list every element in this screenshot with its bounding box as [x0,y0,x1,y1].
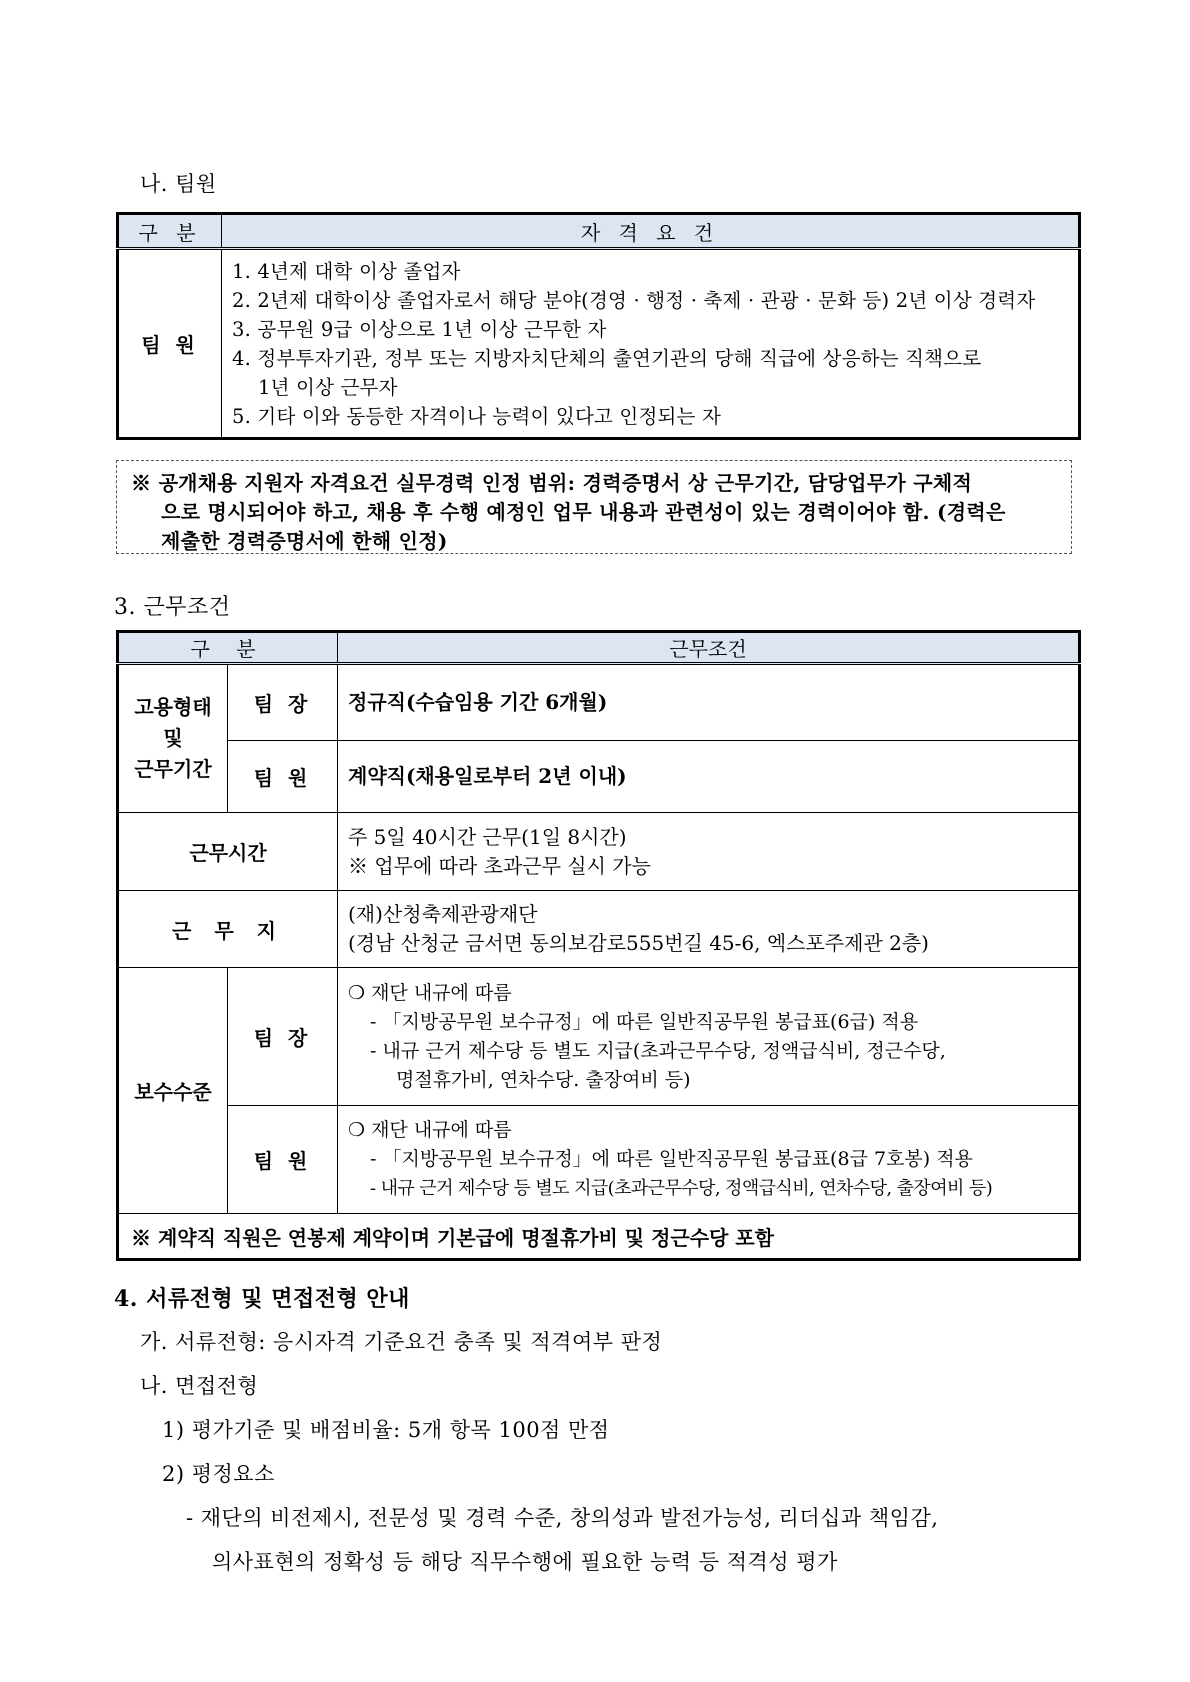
section4-line: 나. 면접전형 [140,1374,259,1398]
hours-line: 주 5일 40시간 근무(1일 8시간) [348,824,627,849]
leader-employment: 정규직(수습임용 기간 6개월) [338,664,1080,741]
member-label: 팀 원 [228,741,338,813]
pay-leader-label: 팀 장 [228,968,338,1106]
hours-cell [338,813,1080,891]
table1-header-col2: 자 격 요 건 [222,214,1080,249]
section4-line: 가. 서류전형: 응시자격 기준요건 충족 및 적격여부 판정 [140,1330,663,1354]
list-item: 1. 4년제 대학 이상 졸업자 [232,259,461,283]
hours-line: ※ 업무에 따라 초과근무 실시 가능 [348,853,651,878]
list-item: 1년 이상 근무자 [258,375,398,399]
table2-footer-note: ※ 계약직 직원은 연봉제 계약이며 기본급에 명절휴가비 및 정근수당 포함 [131,1225,774,1250]
pay-line: - 「지방공무원 보수규정」에 따른 일반직공무원 봉급표(8급 7호봉) 적용 [370,1148,973,1170]
employment-label-line: 근무기간 [134,757,212,781]
section-na-title: 나. 팀원 [140,172,217,196]
note-box [116,460,1072,554]
qualification-table [116,212,1081,440]
note-line: 제출한 경력증명서에 한해 인정) [161,529,448,553]
pay-member-label: 팀 원 [228,1106,338,1214]
pay-line: - 「지방공무원 보수규정」에 따른 일반직공무원 봉급표(6급) 적용 [370,1010,919,1033]
list-item: 4. 정부투자기관, 정부 또는 지방자치단체의 출연기관의 당해 직급에 상응하는 직책으로 [232,346,982,370]
section4-line: - 재단의 비전제시, 전문성 및 경력 수준, 창의성과 발전가능성, 리더십과 책임감, [186,1506,939,1530]
list-item: 5. 기타 이와 동등한 자격이나 능력이 있다고 인정되는 자 [232,404,722,428]
place-label: 근 무 지 [118,891,338,968]
pay-line: - 내규 근거 제수당 등 별도 지급(초과근무수당, 정액급식비, 연차수당, 출장여비 등) [370,1178,993,1199]
list-item: 2. 2년제 대학이상 졸업자로서 해당 분야(경영 · 행정 · 축제 · 관광 · 문화 등) 2년 이상 경력자 [232,288,1036,312]
pay-label: 보수수준 [118,968,228,1214]
table2-header-col2: 근무조건 [338,632,1080,664]
table1-header-col1: 구 분 [118,214,222,249]
employment-type-label [118,664,228,813]
note-line: ※ 공개채용 지원자 자격요건 실무경력 인정 범위: 경력증명서 상 근무기간, 담당업무가 구체적 [131,471,973,495]
table1-row-label: 팀 원 [118,249,222,439]
table2-header-col1: 구 분 [118,632,338,664]
pay-line: - 내규 근거 제수당 등 별도 지급(초과근무수당, 정액급식비, 정근수당, [370,1039,946,1062]
section4-line: 1) 평가기준 및 배점비율: 5개 항목 100점 만점 [162,1418,610,1442]
leader-label: 팀 장 [228,664,338,741]
pay-line: 명절휴가비, 연차수당. 출장여비 등) [396,1068,691,1091]
employment-label-line: 고용형태 [134,695,212,719]
employment-label-line: 및 [163,726,183,750]
section4-line: 2) 평정요소 [162,1462,275,1486]
note-line: 으로 명시되어야 하고, 채용 후 수행 예정인 업무 내용과 관련성이 있는 경력이어야 함. (경력은 [161,500,1006,524]
pay-line: ❍ 재단 내규에 따름 [348,1119,512,1141]
pay-leader-cell [338,968,1080,1106]
section3-title: 3. 근무조건 [114,595,231,620]
section4-title: 4. 서류전형 및 면접전형 안내 [114,1286,410,1312]
place-line: (재)산청축제관광재단 [348,902,538,926]
member-employment: 계약직(채용일로부터 2년 이내) [338,741,1080,813]
work-conditions-table [116,630,1081,1261]
table1-items [222,249,1080,439]
pay-member-cell [338,1106,1080,1214]
hours-label: 근무시간 [118,813,338,891]
list-item: 3. 공무원 9급 이상으로 1년 이상 근무한 자 [232,317,607,341]
section4-line: 의사표현의 정확성 등 해당 직무수행에 필요한 능력 등 적격성 평가 [212,1550,838,1574]
place-line: (경남 산청군 금서면 동의보감로555번길 45-6, 엑스포주제관 2층) [348,931,929,955]
place-cell [338,891,1080,968]
pay-line: ❍ 재단 내규에 따름 [348,981,512,1004]
